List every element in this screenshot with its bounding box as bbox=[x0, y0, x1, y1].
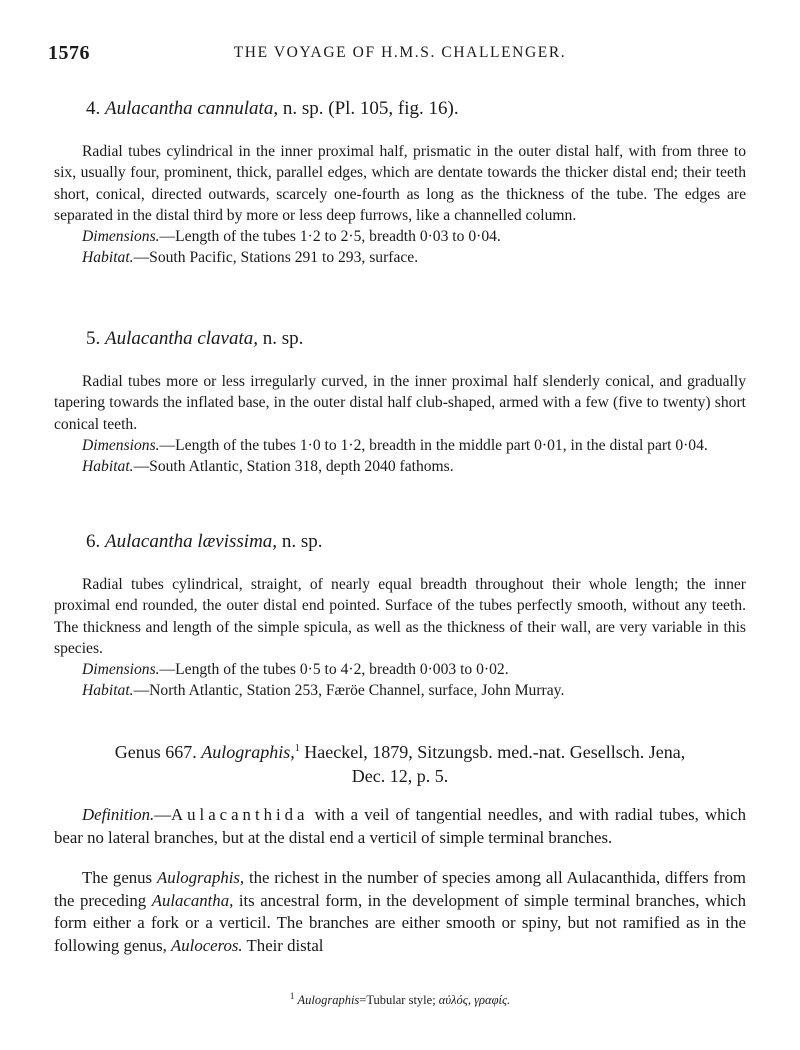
species-name: Aulacantha cannulata, bbox=[105, 98, 279, 119]
page-number: 1576 bbox=[48, 42, 90, 64]
dimensions-text: —Length of the tubes 1·2 to 2·5, breadth 0·03 to 0·04. bbox=[159, 228, 501, 246]
habitat-line bbox=[54, 456, 746, 477]
species-heading bbox=[86, 97, 746, 121]
definition-family: Aulacanthida bbox=[171, 805, 309, 824]
footnote-marker: 1 bbox=[294, 743, 300, 754]
para-end: Their distal bbox=[246, 935, 324, 955]
genus-citation: Haeckel, 1879, Sitzungsb. med.-nat. Gesellsch. Jena, bbox=[304, 742, 686, 762]
habitat-text: —South Pacific, Stations 291 to 293, surface. bbox=[133, 249, 419, 267]
genus-definition bbox=[54, 804, 746, 849]
para-mid: the richest in the number of species among all Aulacanthida, differs from the preceding bbox=[54, 868, 746, 910]
species-heading bbox=[86, 530, 746, 554]
dimensions-text: —Length of the tubes 0·5 to 4·2, breadth 0·003 to 0·02. bbox=[159, 661, 509, 679]
habitat-line bbox=[54, 247, 746, 268]
definition-text: with a veil of tangential needles, and with radial tubes, which bear no lateral branches, but at the distal end a verticil of simple terminal branches. bbox=[54, 805, 746, 847]
species-description: Radial tubes cylindrical in the inner proximal half, prismatic in the outer distal half, with from three to six, usually four, prominent, thick, parallel edges, which are dentate towards the thicker distal end; their teeth short, conical, directed outwards, scarcely one-fourth as long as the thickness of the tube. The edges are separated in the distal third by more or less deep furrows, like a channelled column. bbox=[54, 143, 746, 224]
habitat-text: —North Atlantic, Station 253, Færöe Channel, surface, John Murray. bbox=[133, 682, 565, 700]
para-genus-name: Aulographis, bbox=[156, 868, 245, 887]
genus-section bbox=[54, 737, 746, 957]
species-number: 6. bbox=[86, 531, 101, 552]
species-entry bbox=[54, 530, 746, 702]
genus-citation-date: Dec. 12, p. 5. bbox=[351, 766, 449, 786]
para-intro: The genus bbox=[82, 868, 153, 887]
habitat-label: Habitat. bbox=[82, 249, 134, 267]
footnote-text: =Tubular style; bbox=[359, 993, 436, 1008]
genus-discussion bbox=[54, 867, 746, 957]
genus-heading bbox=[54, 737, 746, 764]
habitat-line bbox=[54, 680, 746, 701]
dimensions-line bbox=[54, 659, 746, 680]
species-name: Aulacantha lævissima, bbox=[105, 531, 278, 552]
species-suffix: n. sp. bbox=[282, 98, 324, 119]
habitat-label: Habitat. bbox=[82, 682, 134, 700]
habitat-label: Habitat. bbox=[82, 458, 134, 476]
para-mid-2: its ancestral form, in the development of simple terminal branches, which form either a fork or a verticil. The branches are either smooth or spiny, but not ramified as in the following genus, bbox=[54, 890, 747, 955]
dimensions-label: Dimensions. bbox=[82, 436, 160, 454]
species-number: 4. bbox=[86, 98, 101, 119]
habitat-text: —South Atlantic, Station 318, depth 2040 fathoms. bbox=[133, 458, 454, 476]
para-genus-name-3: Auloceros. bbox=[171, 935, 243, 955]
footnote-mark: 1 bbox=[289, 991, 295, 1001]
species-suffix: n. sp. bbox=[262, 328, 304, 349]
species-entry bbox=[54, 327, 746, 477]
footnote-term: Aulographis bbox=[297, 993, 360, 1008]
species-entry bbox=[54, 97, 746, 269]
footnote-greek: αὐλός, γραφίς. bbox=[438, 993, 511, 1008]
dimensions-label: Dimensions. bbox=[82, 661, 160, 679]
species-description: Radial tubes cylindrical, straight, of nearly equal breadth throughout their whole length; the inner proximal end rounded, the outer distal end pointed. Surface of the tubes perfectly smooth, without any teeth. The thickness and length of the simple spicula, as well as the thickness of their wall, are very variable in this species. bbox=[54, 576, 746, 657]
species-heading bbox=[86, 327, 746, 351]
species-plate-ref: (Pl. 105, fig. 16). bbox=[328, 98, 459, 119]
genus-name: Aulographis, bbox=[201, 742, 295, 762]
definition-dash: — bbox=[154, 805, 172, 824]
dimensions-label: Dimensions. bbox=[82, 228, 160, 246]
page-header bbox=[48, 42, 752, 68]
species-description: Radial tubes more or less irregularly curved, in the inner proximal half slenderly conical, and gradually tapering towards the inflated base, in the outer distal half club-shaped, armed with a few (five to twenty) short conical teeth. bbox=[54, 373, 746, 433]
footnote bbox=[54, 988, 746, 1008]
species-number: 5. bbox=[86, 328, 101, 349]
genus-prefix: Genus 667. bbox=[114, 742, 197, 762]
para-genus-name-2: Aulacantha, bbox=[151, 890, 234, 910]
dimensions-line bbox=[54, 435, 746, 456]
dimensions-line bbox=[54, 226, 746, 247]
definition-label: Definition. bbox=[82, 805, 155, 824]
species-suffix: n. sp. bbox=[281, 531, 323, 552]
running-title: THE VOYAGE OF H.M.S. CHALLENGER. bbox=[233, 44, 567, 61]
species-name: Aulacantha clavata, bbox=[105, 328, 259, 349]
dimensions-text: —Length of the tubes 1·0 to 1·2, breadth in the middle part 0·01, in the distal part 0·04. bbox=[159, 436, 708, 454]
